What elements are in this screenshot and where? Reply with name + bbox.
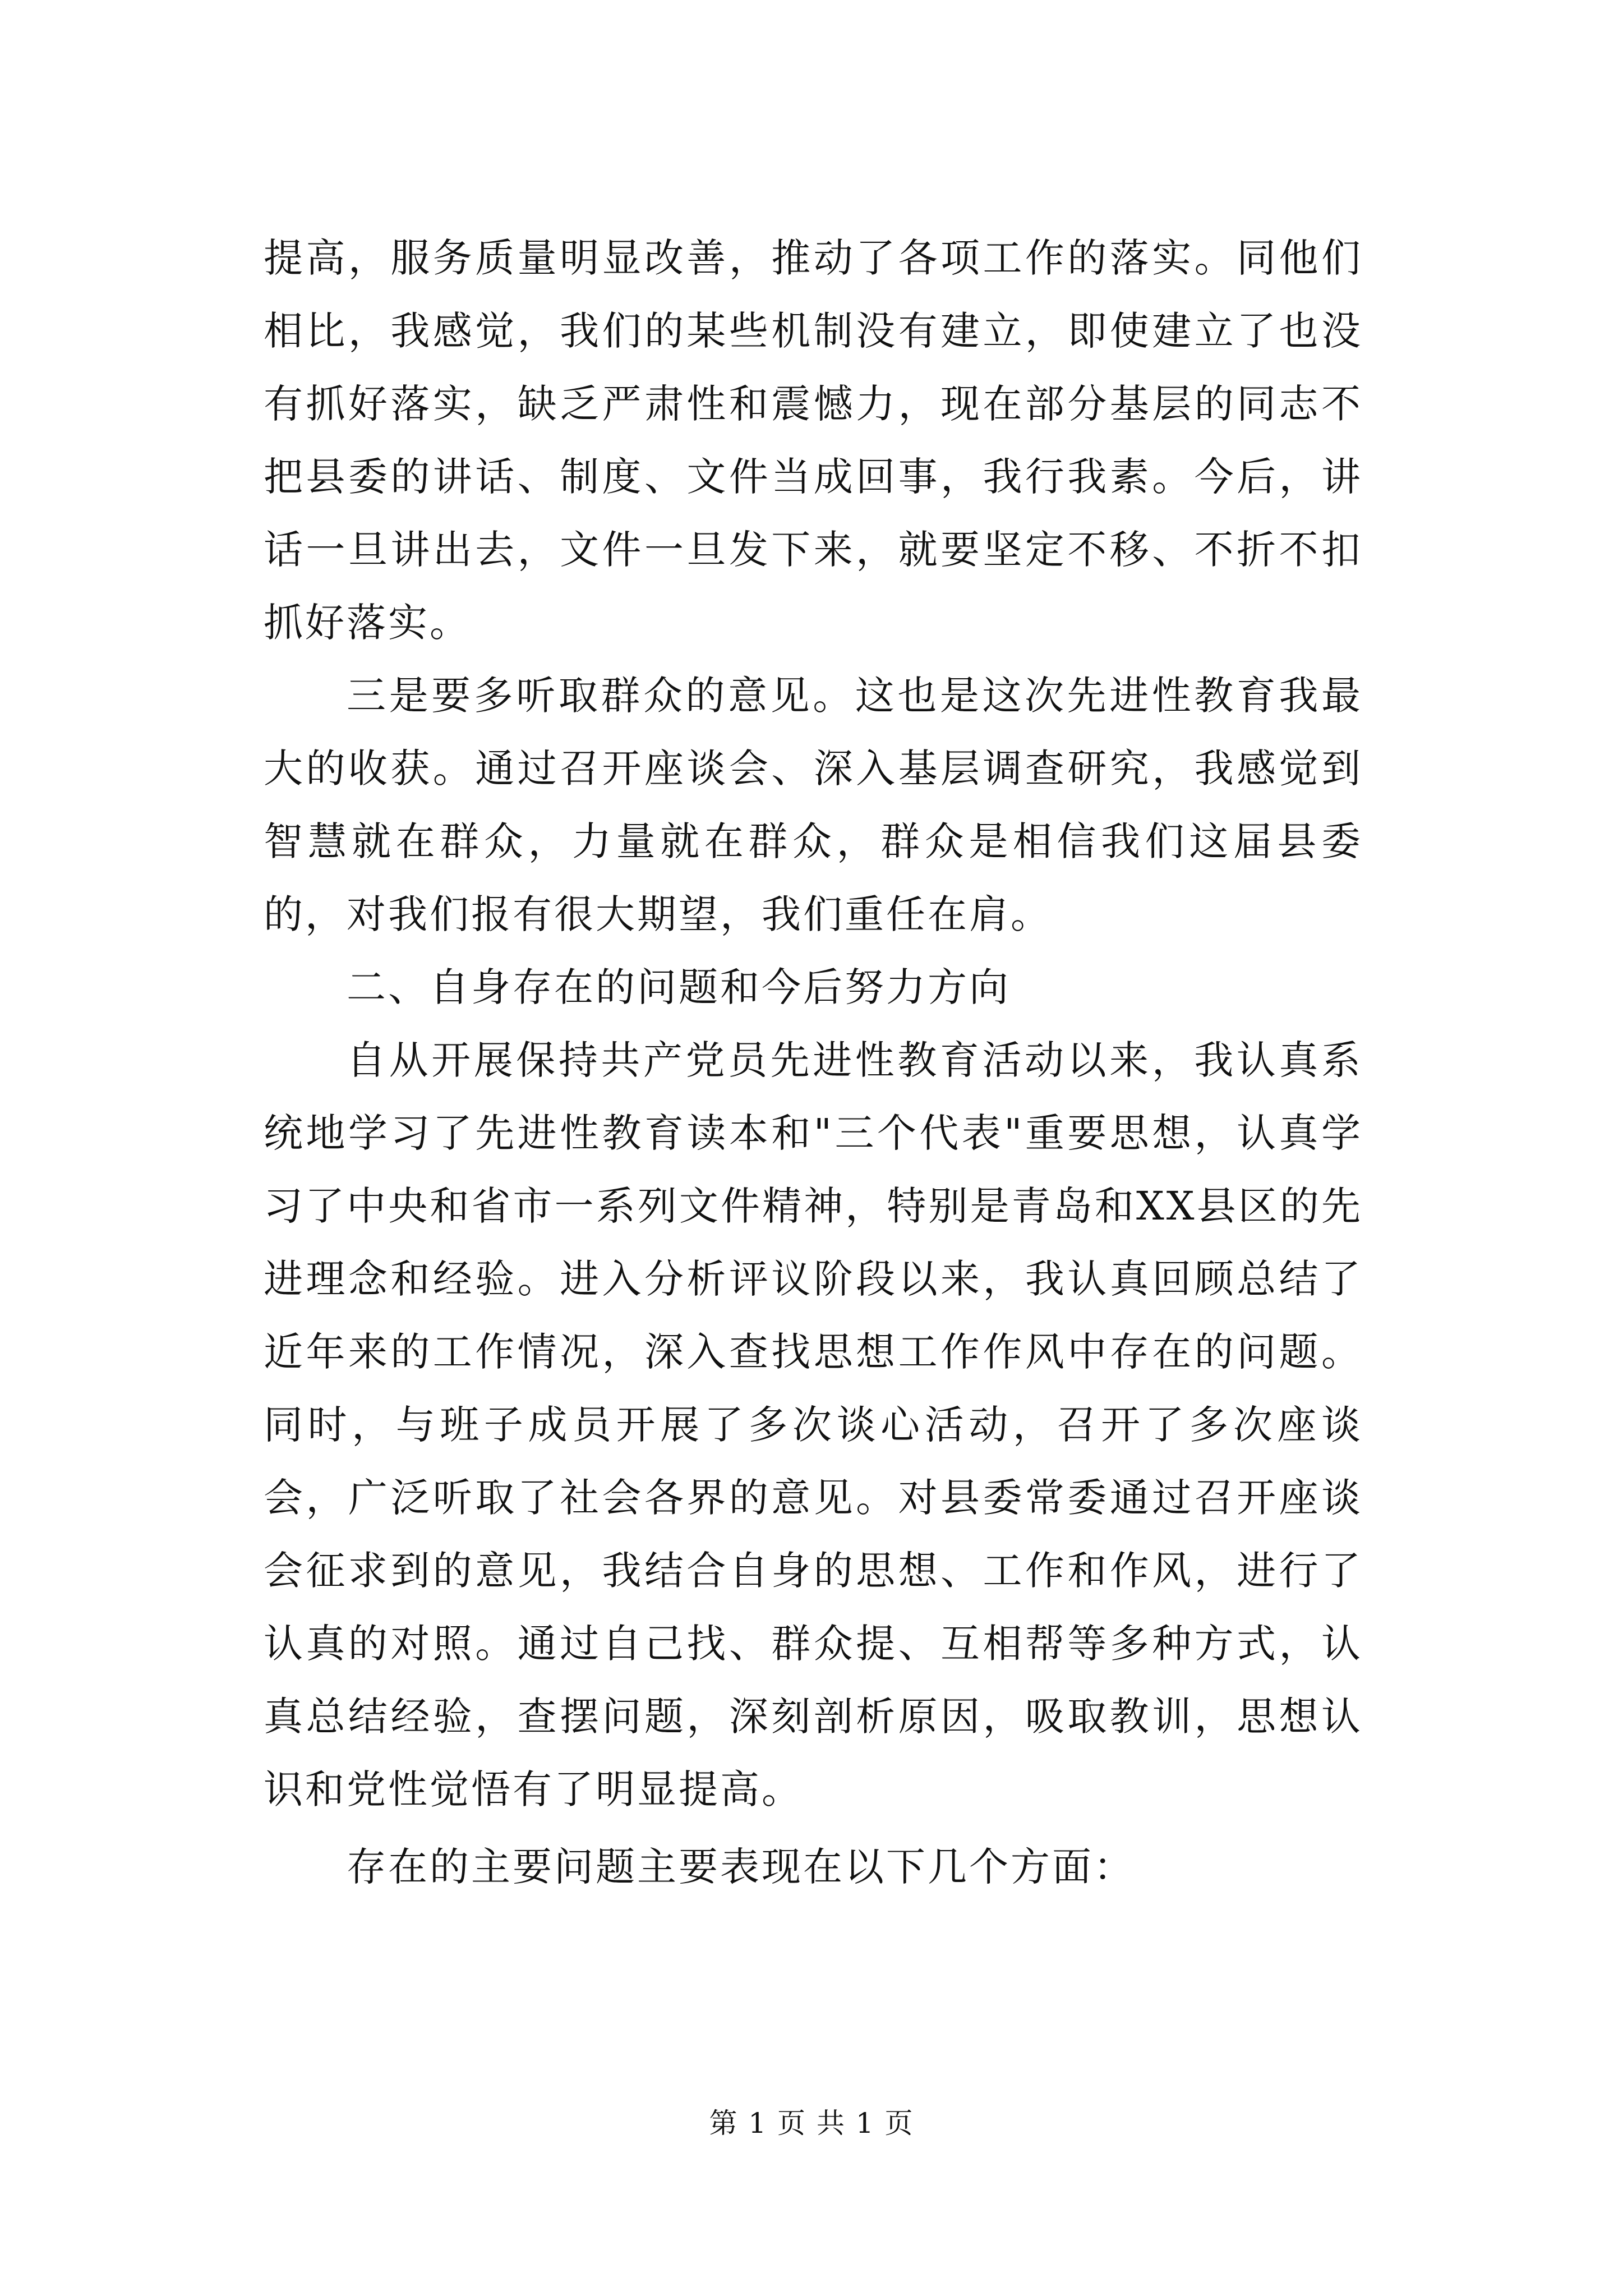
paragraph-point-three: 三是要多听取群众的意见。这也是这次先进性教育我最大的收获。通过召开座谈会、深入基层调查研究，我感觉到智慧就在群众，力量就在群众，群众是相信我们这届县委的，对我们报有很大期望，我们重任在肩。: [264, 673, 1363, 937]
document-body: [264, 222, 1363, 1903]
paragraph-continuation: 提高，服务质量明显改善，推动了各项工作的落实。同他们相比，我感觉，我们的某些机制没有建立，即使建立了也没有抓好落实，缺乏严肃性和震憾力，现在部分基层的同志不把县委的讲话、制度、文件当成回事，我行我素。今后，讲话一旦讲出去，文件一旦发下来，就要坚定不移、不折不扣抓好落实。: [264, 235, 1363, 646]
paragraph-main-problems: 存在的主要问题主要表现在以下几个方面：: [347, 1844, 1135, 1890]
section-heading: 二、自身存在的问题和今后努力方向: [347, 964, 1011, 1010]
page-number-footer: 第 1 页 共 1 页: [709, 2107, 914, 2139]
paragraph-self-review: 自从开展保持共产党员先进性教育活动以来，我认真系统地学习了先进性教育读本和"三个代表"重要思想，认真学习了中央和省市一系列文件精神，特别是青岛和XX县区的先进理念和经验。进入分析评议阶段以来，我认真回顾总结了近年来的工作情况，深入查找思想工作作风中存在的问题。同时，与班子成员开展了多次谈心活动，召开了多次座谈会，广泛听取了社会各界的意见。对县委常委通过召开座谈会征求到的意见，我结合自身的思想、工作和作风，进行了认真的对照。通过自己找、群众提、互相帮等多种方式，认真总结经验，查摆问题，深刻剖析原因，吸取教训，思想认识和党性觉悟有了明显提高。: [264, 1037, 1363, 1812]
